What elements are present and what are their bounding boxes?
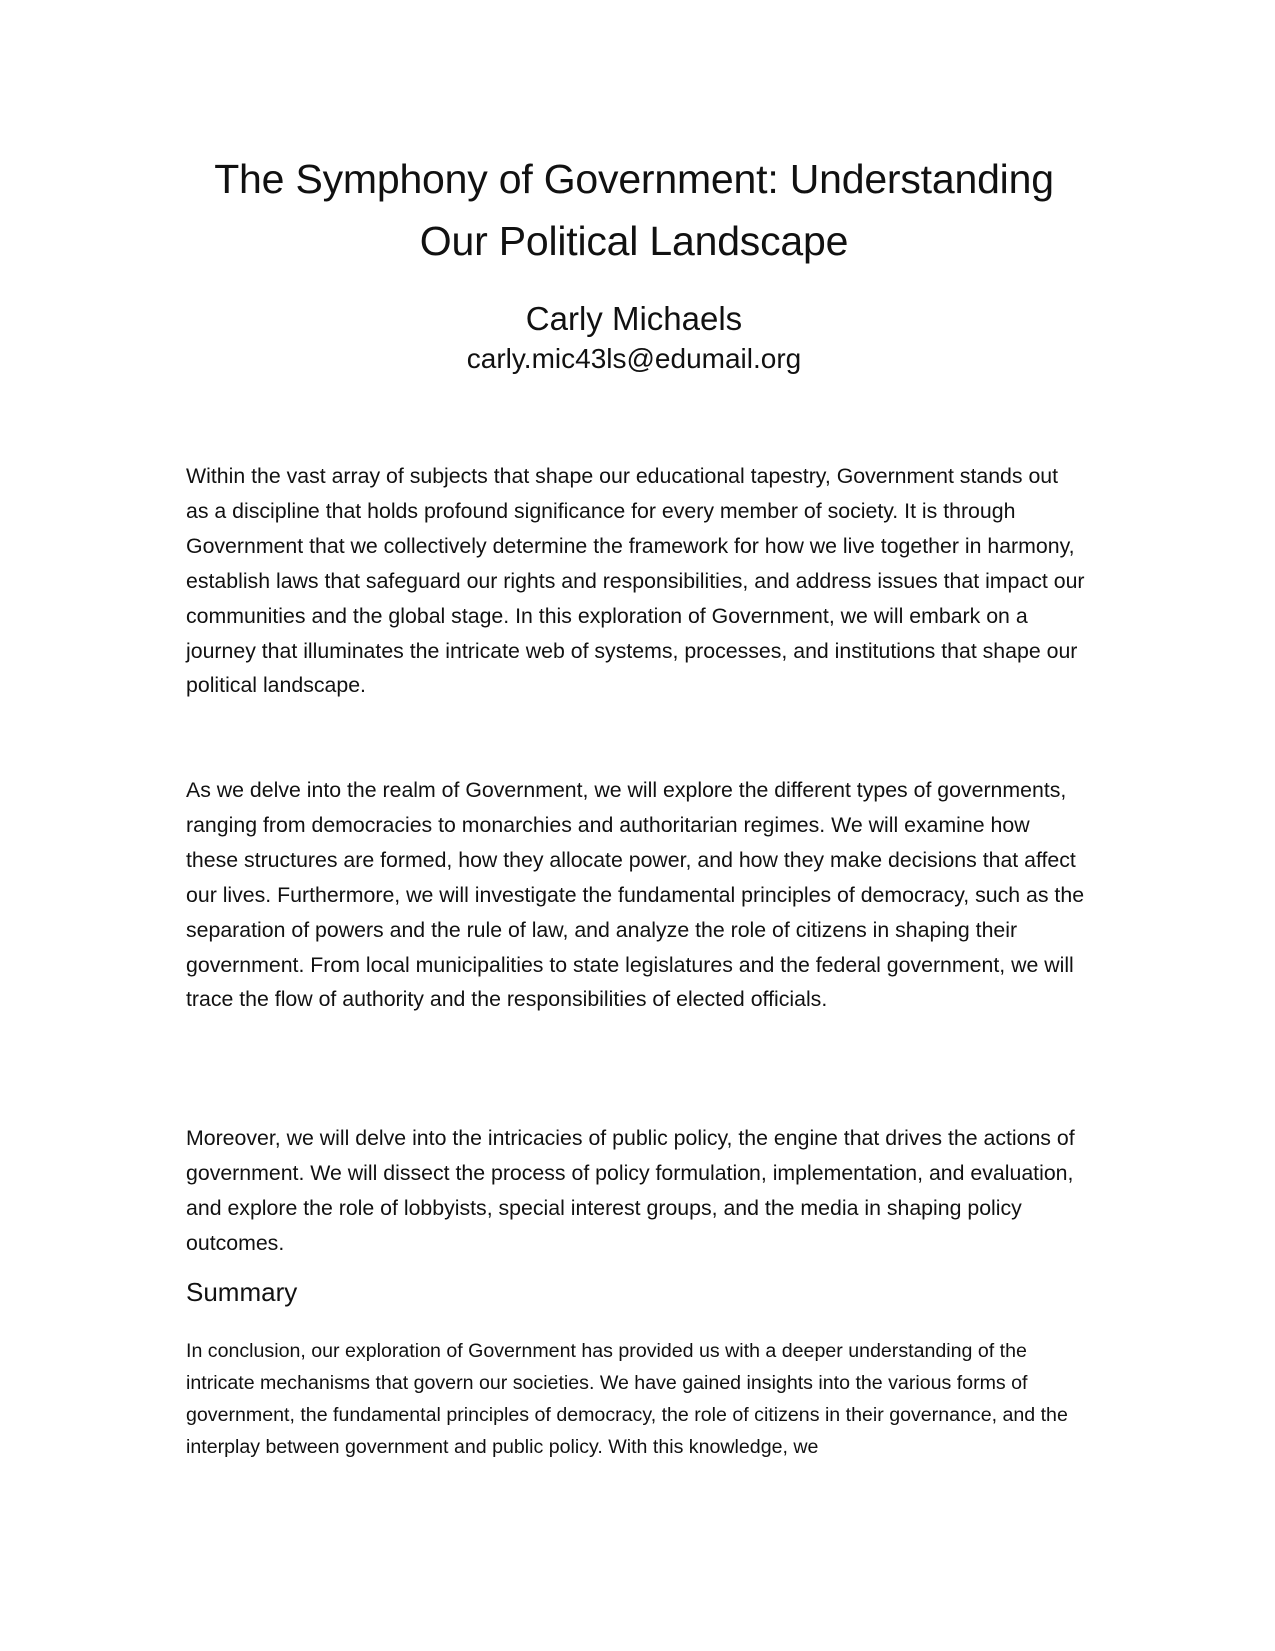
summary-heading: Summary bbox=[186, 1277, 298, 1307]
author-email: carly.mic43ls@edumail.org bbox=[466, 343, 802, 374]
body-paragraph-2: As we delve into the realm of Government, we will explore the different types of governments, ranging from democracies to monarchies and authoritarian regimes. We will examine how these structures are formed, how they allocate power, and how they make decisions that affect our lives. Furthermore, we will investigate the fundamental principles of democracy, such as the separation of powers and the rule of law, and analyze the role of citizens in shaping their government. From local municipalities to state legislatures and the federal government, we will trace the flow of authority and the responsibilities of elected officials. bbox=[186, 778, 1085, 1012]
document-title: The Symphony of Government: Understanding Our Political Landscape bbox=[214, 156, 1054, 264]
body-paragraph-3: Moreover, we will delve into the intricacies of public policy, the engine that drives the actions of government. We will dissect the process of policy formulation, implementation, and evaluation, and explore the role of lobbyists, special interest groups, and the media in shaping policy outcomes. bbox=[186, 1126, 1075, 1255]
document-header bbox=[186, 148, 1082, 378]
author-name: Carly Michaels bbox=[525, 300, 743, 337]
body-paragraph-1: Within the vast array of subjects that shape our educational tapestry, Government stands out as a discipline that holds profound significance for every member of society. It is through Government that we collectively determine the framework for how we live together in harmony, establish laws that safeguard our rights and responsibilities, and address issues that impact our communities and the global stage. In this exploration of Government, we will embark on a journey that illuminates the intricate web of systems, processes, and institutions that shape our political landscape. bbox=[186, 464, 1085, 698]
summary-paragraph: In conclusion, our exploration of Government has provided us with a deeper understanding of the intricate mechanisms that govern our societies. We have gained insights into the various forms of government, the fundamental principles of democracy, the role of citizens in their governance, and the interplay between government and public policy. With this knowledge, we bbox=[186, 1340, 1068, 1458]
